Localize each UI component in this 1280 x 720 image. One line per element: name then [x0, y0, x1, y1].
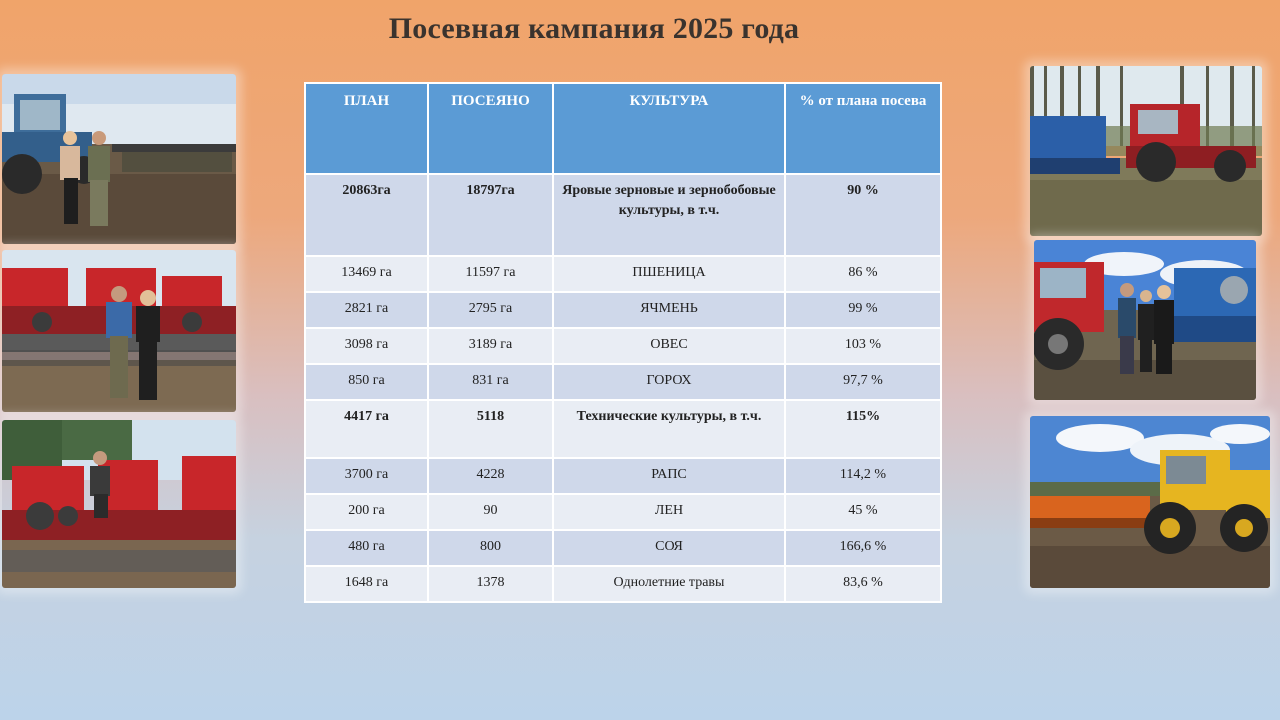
cell-sown: 5118	[428, 400, 553, 458]
cell-percent: 90 %	[785, 174, 941, 256]
cell-culture: Яровые зерновые и зернобобовые культуры, в т.ч.	[553, 174, 785, 256]
header-culture: КУЛЬТУРА	[553, 83, 785, 174]
cell-sown: 2795 га	[428, 292, 553, 328]
cell-sown: 4228	[428, 458, 553, 494]
cell-plan: 480 га	[305, 530, 428, 566]
sowing-table	[304, 82, 942, 603]
table-row	[305, 458, 941, 494]
cell-sown: 800	[428, 530, 553, 566]
cell-culture: ЯЧМЕНЬ	[553, 292, 785, 328]
photo-tractor-blue-people	[2, 74, 236, 244]
table-row	[305, 174, 941, 256]
table-row	[305, 256, 941, 292]
cell-culture: СОЯ	[553, 530, 785, 566]
table-header-row	[305, 83, 941, 174]
cell-culture: ГОРОХ	[553, 364, 785, 400]
cell-percent: 83,6 %	[785, 566, 941, 602]
cell-culture: Однолетние травы	[553, 566, 785, 602]
cell-percent: 114,2 %	[785, 458, 941, 494]
cell-percent: 99 %	[785, 292, 941, 328]
table-row	[305, 364, 941, 400]
cell-sown: 90	[428, 494, 553, 530]
cell-sown: 18797га	[428, 174, 553, 256]
cell-percent: 166,6 %	[785, 530, 941, 566]
page-title: Посевная кампания 2025 года	[388, 12, 800, 45]
photo-red-seeders-person	[2, 420, 236, 588]
table-row	[305, 400, 941, 458]
sowing-table-container	[304, 82, 940, 603]
cell-culture: РАПС	[553, 458, 785, 494]
cell-percent: 103 %	[785, 328, 941, 364]
table-row	[305, 494, 941, 530]
cell-plan: 2821 га	[305, 292, 428, 328]
cell-sown: 3189 га	[428, 328, 553, 364]
cell-plan: 13469 га	[305, 256, 428, 292]
header-plan: ПЛАН	[305, 83, 428, 174]
cell-plan: 20863га	[305, 174, 428, 256]
cell-sown: 1378	[428, 566, 553, 602]
table-row	[305, 530, 941, 566]
photo-people-red-tractor	[1034, 240, 1256, 400]
cell-plan: 850 га	[305, 364, 428, 400]
cell-culture: ЛЕН	[553, 494, 785, 530]
cell-plan: 4417 га	[305, 400, 428, 458]
cell-percent: 86 %	[785, 256, 941, 292]
cell-culture: ПШЕНИЦА	[553, 256, 785, 292]
cell-plan: 200 га	[305, 494, 428, 530]
table-row	[305, 328, 941, 364]
cell-sown: 11597 га	[428, 256, 553, 292]
cell-percent: 97,7 %	[785, 364, 941, 400]
cell-plan: 1648 га	[305, 566, 428, 602]
cell-percent: 45 %	[785, 494, 941, 530]
cell-plan: 3700 га	[305, 458, 428, 494]
photo-red-tractor-blue-seeder	[1030, 66, 1262, 236]
cell-sown: 831 га	[428, 364, 553, 400]
cell-culture: ОВЕС	[553, 328, 785, 364]
table-row	[305, 566, 941, 602]
header-percent: % от плана посева	[785, 83, 941, 174]
cell-culture: Технические культуры, в т.ч.	[553, 400, 785, 458]
header-sown: ПОСЕЯНО	[428, 83, 553, 174]
cell-plan: 3098 га	[305, 328, 428, 364]
photo-yellow-tractor	[1030, 416, 1270, 588]
cell-percent: 115%	[785, 400, 941, 458]
photo-red-seeders-people	[2, 250, 236, 412]
table-row	[305, 292, 941, 328]
